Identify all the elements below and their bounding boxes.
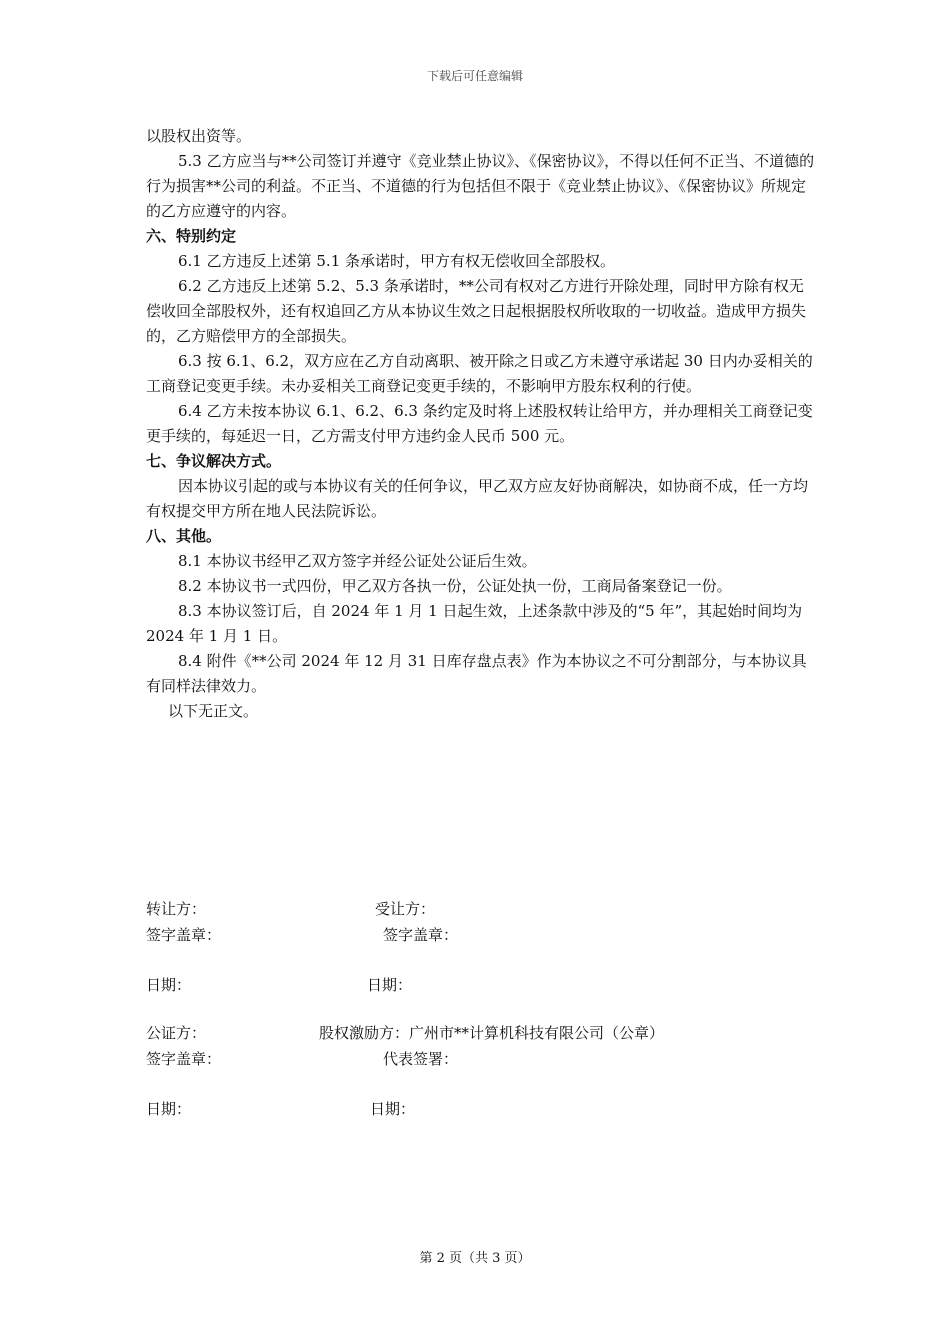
notary-label: 公证方：: [146, 1024, 207, 1042]
section-8-heading: 八、其他。: [146, 527, 222, 545]
transferor-label: 转让方：: [146, 900, 207, 918]
clause-5-3: 5.3 乙方应当与**公司签订并遵守《竞业禁止协议》、《保密协议》，不得以任何不正当、不道德的行为损害**公司的利益。不正当、不道德的行为包括但不限于《竞业禁止协议》、《保密协议》所规定的乙方应遵守的内容。: [146, 152, 815, 220]
clause-6-3: 6.3 按 6.1、6.2，双方应在乙方自动离职、被开除之日或乙方未遵守承诺起 30 日内办妥相关的工商登记变更手续。未办妥相关工商登记变更手续的，不影响甲方股东权利的行使。: [146, 352, 813, 395]
end-of-text: 以下无正文。: [168, 702, 259, 720]
incentive-party-label: 股权激励方：广州市**计算机科技有限公司（公章）: [319, 1024, 665, 1042]
date-label-2: 日期：: [367, 976, 413, 994]
clause-8-2: 8.2 本协议书一式四份，甲乙双方各执一份，公证处执一份，工商局备案登记一份。: [178, 577, 732, 595]
sign-seal-label-1: 签字盖章：: [146, 926, 222, 944]
section-7-heading: 七、争议解决方式。: [146, 452, 282, 470]
clause-6-4: 6.4 乙方未按本协议 6.1、6.2、6.3 条约定及时将上述股权转让给甲方，并办理相关工商登记变更手续的，每延迟一日，乙方需支付甲方违约金人民币 500 元。: [146, 402, 813, 445]
representative-sign-label: 代表签署：: [383, 1050, 459, 1068]
paragraph-continuation: 以股权出资等。: [146, 127, 252, 145]
clause-6-2: 6.2 乙方违反上述第 5.2、5.3 条承诺时，**公司有权对乙方进行开除处理，同时甲方除有权无偿收回全部股权外，还有权追回乙方从本协议生效之日起根据股权所收取的一切收益。造成甲方损失的，乙方赔偿甲方的全部损失。: [146, 277, 807, 345]
clause-8-4: 8.4 附件《**公司 2024 年 12 月 31 日库存盘点表》作为本协议之不可分割部分，与本协议具有同样法律效力。: [146, 652, 807, 695]
date-label-1: 日期：: [146, 976, 192, 994]
clause-8-3: 8.3 本协议签订后，自 2024 年 1 月 1 日起生效，上述条款中涉及的“5 年”，其起始时间均为 2024 年 1 月 1 日。: [146, 602, 803, 645]
section-6-heading: 六、特别约定: [146, 227, 237, 245]
clause-6-1: 6.1 乙方违反上述第 5.1 条承诺时，甲方有权无偿收回全部股权。: [178, 252, 616, 270]
page-header: 下载后可任意编辑: [426, 69, 523, 83]
clause-7: 因本协议引起的或与本协议有关的任何争议，甲乙双方应友好协商解决，如协商不成，任一方均有权提交甲方所在地人民法院诉讼。: [146, 477, 809, 520]
clause-8-1: 8.1 本协议书经甲乙双方签字并经公证处公证后生效。: [178, 552, 537, 570]
transferee-label: 受让方：: [375, 900, 436, 918]
sign-seal-label-2: 签字盖章：: [383, 926, 459, 944]
sign-seal-label-3: 签字盖章：: [146, 1050, 222, 1068]
agreement-body: [146, 124, 816, 724]
date-label-4: 日期：: [370, 1100, 416, 1118]
page-number: 第 2 页（共 3 页）: [419, 1251, 531, 1266]
date-label-3: 日期：: [146, 1100, 192, 1118]
